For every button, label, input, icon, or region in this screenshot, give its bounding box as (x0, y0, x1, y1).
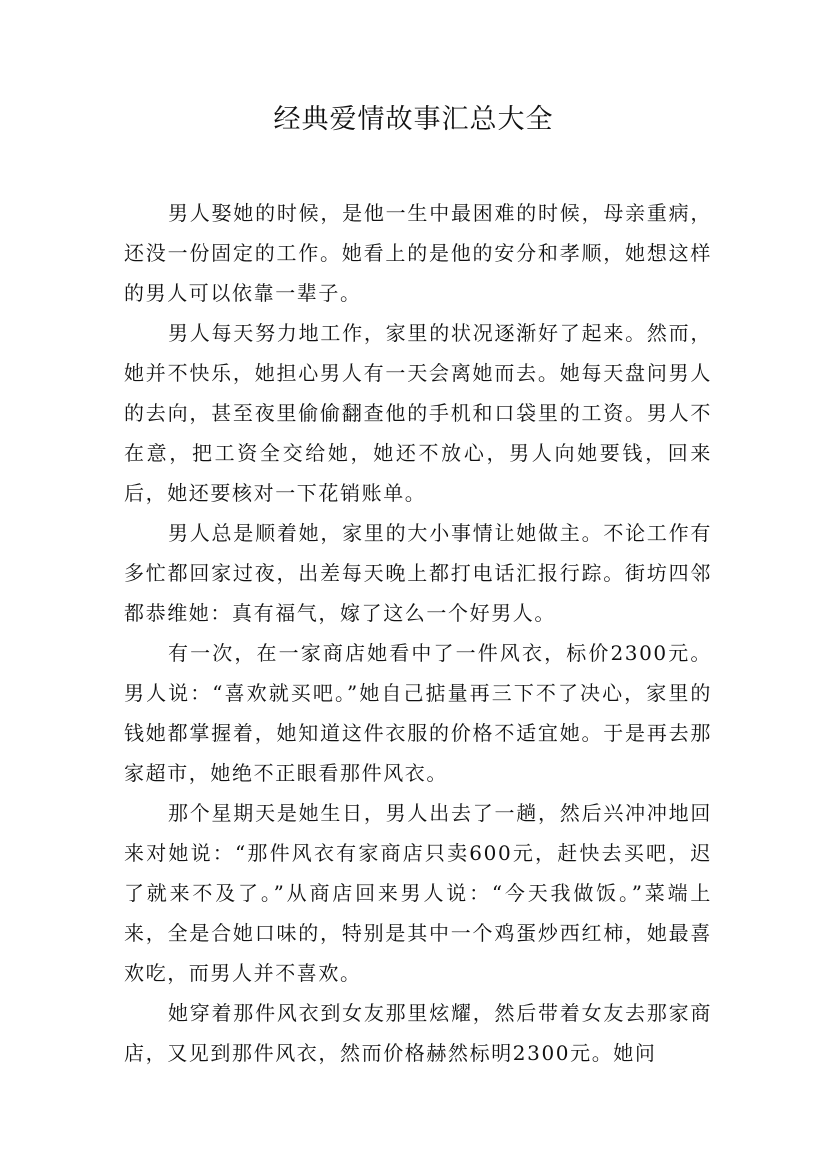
document-title: 经典爱情故事汇总大全 (273, 104, 554, 135)
paragraph-5: 那个星期天是她生日，男人出去了一趟，然后兴冲冲地回来对她说：“那件风衣有家商店只卖600元，赶快去买吧，迟了就来不及了。”从商店回来男人说：“今天我做饭。”菜端上来，全是合她口味的，特别是其中一个鸡蛋炒西红柿，她最喜欢吃，而男人并不喜欢。 (124, 801, 712, 985)
paragraph-1: 男人娶她的时候，是他一生中最困难的时候，母亲重病，还没一份固定的工作。她看上的是他的安分和孝顺，她想这样的男人可以依靠一辈子。 (124, 201, 712, 305)
document-body (124, 193, 712, 1073)
paragraph-4: 有一次，在一家商店她看中了一件风衣，标价2300元。男人说：“喜欢就买吧。”她自己掂量再三下不了决心，家里的钱她都掌握着，她知道这件衣服的价格不适宜她。于是再去那家超市，她绝不正眼看那件风衣。 (124, 641, 712, 785)
paragraph-2: 男人每天努力地工作，家里的状况逐渐好了起来。然而，她并不快乐，她担心男人有一天会离她而去。她每天盘问男人的去向，甚至夜里偷偷翻查他的手机和口袋里的工资。男人不在意，把工资全交给她，她还不放心，男人向她要钱，回来后，她还要核对一下花销账单。 (124, 321, 712, 505)
paragraph-3: 男人总是顺着她，家里的大小事情让她做主。不论工作有多忙都回家过夜，出差每天晚上都打电话汇报行踪。街坊四邻都恭维她：真有福气，嫁了这么一个好男人。 (124, 521, 712, 625)
paragraph-6: 她穿着那件风衣到女友那里炫耀，然后带着女友去那家商店，又见到那件风衣，然而价格赫然标明2300元。她问 (124, 1001, 712, 1065)
